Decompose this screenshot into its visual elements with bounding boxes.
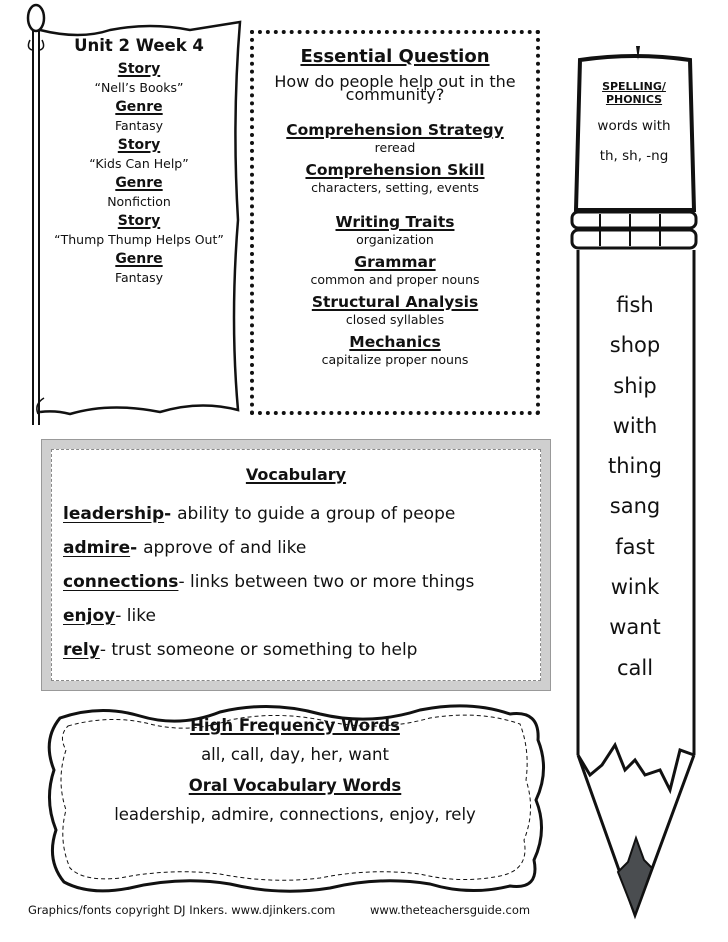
vocabulary-word: leadership xyxy=(63,504,165,524)
vocabulary-word: connections xyxy=(63,572,179,592)
vocabulary-definition: ability to guide a group of peope xyxy=(177,504,456,524)
site-url: www.theteachersguide.com xyxy=(370,903,531,917)
spelling-word: ship xyxy=(613,373,657,398)
section-value: common and proper nouns xyxy=(310,272,480,287)
separator: - xyxy=(164,504,178,524)
separator: - xyxy=(99,640,112,660)
story-title: “Kids Can Help” xyxy=(89,156,189,171)
spelling-word: sang xyxy=(609,494,661,519)
spelling-word: fast xyxy=(615,534,655,559)
story-title: “Thump Thump Helps Out” xyxy=(54,232,224,247)
section-heading: Comprehension Strategy xyxy=(286,121,504,139)
word-lists-box xyxy=(40,700,550,896)
vocabulary-definition: links between two or more things xyxy=(189,572,475,592)
label-line: SPELLING/ xyxy=(602,80,666,93)
story-heading: Story xyxy=(117,61,161,77)
story-heading: Story xyxy=(117,213,161,229)
genre-value: Fantasy xyxy=(114,270,164,285)
vocabulary-item xyxy=(63,599,531,633)
vocabulary-definition: trust someone or something to help xyxy=(111,640,418,660)
label-line: PHONICS xyxy=(605,93,663,106)
genre-value: Fantasy xyxy=(114,118,164,133)
spelling-word: fish xyxy=(616,293,654,317)
section-heading: Writing Traits xyxy=(335,213,455,231)
spelling-word: thing xyxy=(607,454,663,479)
pencil-lead xyxy=(618,838,652,915)
genre-heading: Genre xyxy=(115,175,163,191)
story-heading: Story xyxy=(117,137,161,153)
vocabulary-word: admire xyxy=(63,538,131,558)
vocabulary-box xyxy=(42,440,550,690)
separator: - xyxy=(130,538,144,558)
oral-vocabulary-title: Oral Vocabulary Words xyxy=(188,776,402,795)
section-heading: Grammar xyxy=(354,253,436,271)
unit-info xyxy=(44,36,234,289)
essential-question-box xyxy=(250,30,540,415)
vocabulary-item xyxy=(63,531,531,565)
spelling-word: call xyxy=(616,655,654,680)
section-value: reread xyxy=(374,140,416,155)
genre-heading: Genre xyxy=(115,99,163,115)
spelling-word: wink xyxy=(610,575,660,600)
vocabulary-definition: approve of and like xyxy=(143,538,307,558)
spelling-word: shop xyxy=(609,333,661,358)
oral-vocabulary-words: leadership, admire, connections, enjoy, rely xyxy=(114,805,476,824)
word-lists xyxy=(40,716,550,836)
section-value: organization xyxy=(356,232,434,247)
high-frequency-title: High Frequency Words xyxy=(190,716,400,735)
vocabulary-word: rely xyxy=(63,640,100,660)
high-frequency-words: all, call, day, her, want xyxy=(201,745,389,764)
vocabulary-item xyxy=(63,497,531,531)
vocabulary-definition: like xyxy=(126,606,156,626)
phonics-pattern: th, sh, -ng xyxy=(599,148,669,164)
essential-question-text: How do people help out in the community? xyxy=(274,72,516,104)
vocabulary-item xyxy=(63,565,531,599)
spelling-word: want xyxy=(609,615,661,640)
separator: - xyxy=(115,606,127,626)
phonics-pattern: words with xyxy=(597,118,671,134)
genre-heading: Genre xyxy=(115,251,163,267)
unit-title: Unit 2 Week 4 xyxy=(74,36,204,55)
spelling-phonics-heading xyxy=(574,80,694,106)
vocabulary-list xyxy=(63,497,531,667)
genre-value: Nonfiction xyxy=(107,194,171,209)
spelling-pencil xyxy=(560,30,710,930)
section-heading: Comprehension Skill xyxy=(305,161,485,179)
vocabulary-item xyxy=(63,633,531,667)
spelling-word: with xyxy=(612,413,658,438)
section-value: closed syllables xyxy=(345,312,445,327)
story-title: “Nell’s Books” xyxy=(94,80,184,95)
section-heading: Structural Analysis xyxy=(311,293,479,311)
spelling-label xyxy=(574,80,694,164)
vocabulary-title: Vocabulary xyxy=(245,465,347,484)
vocabulary-word: enjoy xyxy=(63,606,116,626)
copyright-text: Graphics/fonts copyright DJ Inkers. www.djinkers.com xyxy=(28,903,336,917)
essential-question-title: Essential Question xyxy=(300,46,490,67)
unit-banner xyxy=(0,0,250,425)
section-value: capitalize proper nouns xyxy=(321,352,469,367)
section-value: characters, setting, events xyxy=(311,180,479,195)
section-heading: Mechanics xyxy=(349,333,441,351)
separator: - xyxy=(178,572,190,592)
spelling-word-list xyxy=(574,285,696,688)
